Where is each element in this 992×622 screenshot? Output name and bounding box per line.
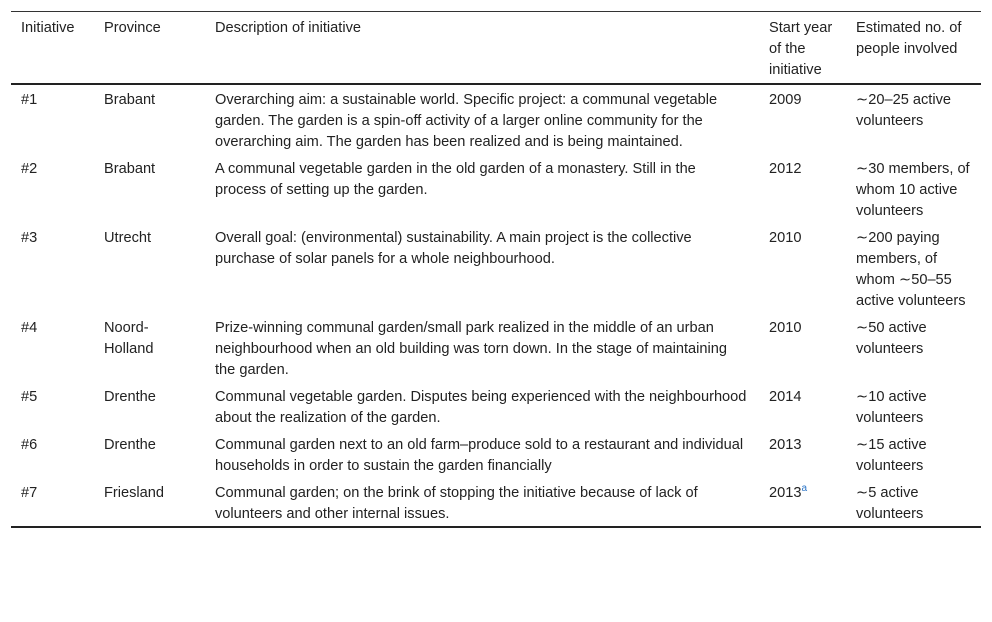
header-description: Description of initiative xyxy=(215,20,362,36)
cell-people: ∼15 active volunteers xyxy=(856,437,927,474)
cell-initiative: #1 xyxy=(21,92,38,108)
table-row xyxy=(11,84,981,154)
header-initiative: Initiative xyxy=(21,20,75,36)
cell-initiative: #3 xyxy=(21,230,38,246)
cell-initiative: #6 xyxy=(21,437,38,453)
start-year-value: 2013 xyxy=(769,485,802,501)
cell-people: ∼10 active volunteers xyxy=(856,389,927,426)
cell-start-year: 2014 xyxy=(769,389,802,405)
table-row xyxy=(11,313,981,382)
table-row xyxy=(11,223,981,313)
header-province: Province xyxy=(104,20,161,36)
cell-initiative: #2 xyxy=(21,161,38,177)
cell-start-year xyxy=(759,478,846,527)
table-row xyxy=(11,430,981,478)
cell-description: A communal vegetable garden in the old garden of a monastery. Still in the process of setting up the garden. xyxy=(215,161,696,198)
cell-province: Brabant xyxy=(104,92,156,108)
cell-people: ∼20–25 active volunteers xyxy=(856,92,951,129)
table-body xyxy=(11,84,981,527)
header-people: Estimated no. of people involved xyxy=(856,20,962,57)
cell-people: ∼30 members, of whom 10 active volunteers xyxy=(856,161,970,219)
cell-start-year: 2009 xyxy=(769,92,802,108)
cell-people: ∼50 active volunteers xyxy=(856,320,927,357)
cell-description: Overarching aim: a sustainable world. Specific project: a communal vegetable garden. The garden is a spin-off activity of a larger online community for the overarching aim. The garden has been realized and is being maintained. xyxy=(215,92,718,150)
footnote-link[interactable]: a xyxy=(801,483,808,494)
cell-people: ∼200 paying members, of whom ∼50–55 active volunteers xyxy=(856,230,966,309)
cell-description: Overall goal: (environmental) sustainability. A main project is the collective purchase of solar panels for a whole neighbourhood. xyxy=(215,230,692,267)
cell-people: ∼5 active volunteers xyxy=(856,485,924,522)
cell-description: Communal garden next to an old farm–produce sold to a restaurant and individual households in order to sustain the garden financially xyxy=(215,437,744,474)
cell-initiative: #5 xyxy=(21,389,38,405)
cell-province: Noord-Holland xyxy=(104,320,154,357)
cell-initiative: #7 xyxy=(21,485,38,501)
cell-description: Communal vegetable garden. Disputes being experienced with the neighbourhood about the realization of the garden. xyxy=(215,389,747,426)
table-header xyxy=(11,12,981,85)
table-row xyxy=(11,154,981,223)
cell-province: Brabant xyxy=(104,161,156,177)
table-row xyxy=(11,478,981,527)
initiatives-table xyxy=(11,11,981,528)
cell-province: Drenthe xyxy=(104,389,156,405)
cell-description: Communal garden; on the brink of stopping the initiative because of lack of volunteers and other internal issues. xyxy=(215,485,698,522)
cell-start-year: 2010 xyxy=(769,320,802,336)
table-row xyxy=(11,382,981,430)
header-start-year: Start year of the initiative xyxy=(769,20,833,78)
cell-initiative: #4 xyxy=(21,320,38,336)
header-row xyxy=(11,12,981,85)
cell-province: Drenthe xyxy=(104,437,156,453)
cell-start-year: 2010 xyxy=(769,230,802,246)
cell-description: Prize-winning communal garden/small park realized in the middle of an urban neighbourhood when an old building was torn down. In the stage of maintaining the garden. xyxy=(215,320,727,378)
cell-province: Utrecht xyxy=(104,230,152,246)
cell-start-year: 2012 xyxy=(769,161,802,177)
cell-province: Friesland xyxy=(104,485,165,501)
cell-start-year: 2013 xyxy=(769,437,802,453)
